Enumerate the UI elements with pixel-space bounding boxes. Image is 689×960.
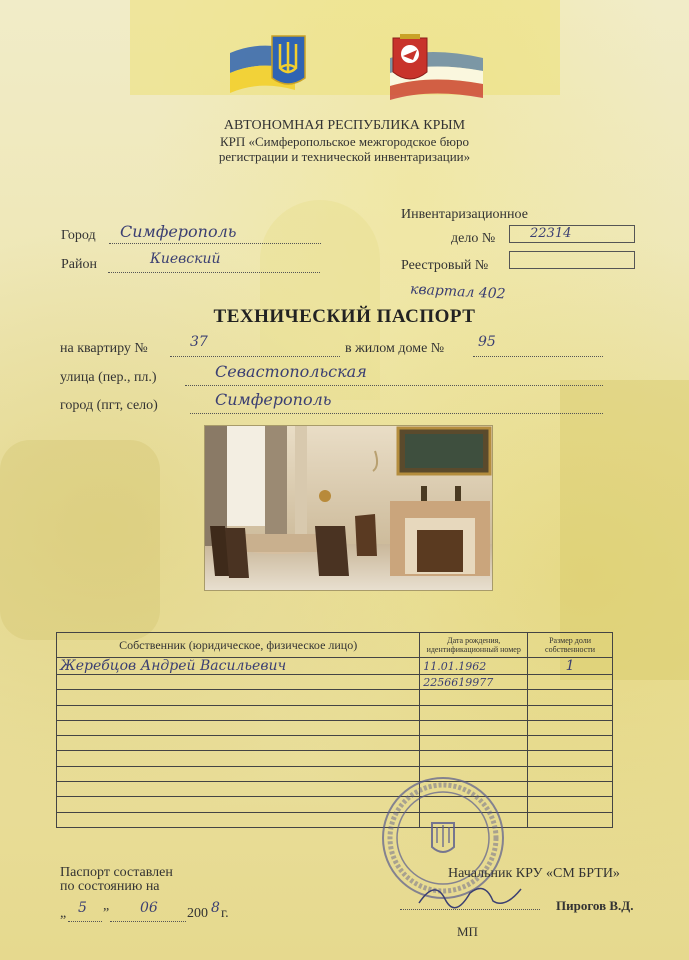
district-dotline [108, 272, 320, 273]
chief-name: Пирогов В.Д. [556, 898, 634, 913]
inventory-number-value: 22314 [530, 226, 572, 241]
signature-icon [415, 875, 525, 911]
date-day-dotline [68, 921, 102, 922]
date-year-suffix: 8 [211, 900, 220, 916]
city-dotline [109, 243, 321, 244]
inventory-label: Инвентаризационное [401, 207, 528, 222]
inventory-number-box [509, 225, 635, 243]
table-row [57, 658, 613, 675]
table-row [57, 675, 613, 690]
town-value: Симферополь [215, 390, 332, 409]
dining-room-illustration [205, 426, 492, 590]
header-organization-2: регистрации и технической инвентаризации» [218, 149, 471, 164]
owner-birthdate: 11.01.1962 [420, 658, 528, 675]
passport-state-label: по состоянию на [60, 879, 160, 894]
table-row [57, 705, 613, 720]
date-year-prefix: 200 [187, 906, 208, 921]
header-owner: Собственник (юридическое, физическое лицо) [57, 633, 420, 658]
date-month: 06 [140, 900, 158, 916]
district-value: Киевский [150, 251, 221, 267]
city-label: Город [61, 228, 96, 243]
date-year-end: г. [221, 906, 229, 921]
table-row [57, 751, 613, 766]
owner-id-number: 2256619977 [420, 675, 528, 690]
owner-name: Жеребцов Андрей Васильевич [57, 658, 420, 675]
street-value: Севастопольская [215, 362, 367, 381]
header-birthdate-id: Дата рождения, идентификационный номер [420, 633, 528, 658]
house-value: 95 [478, 334, 496, 350]
seal-place-label: МП [457, 924, 478, 939]
interior-photo [204, 425, 493, 591]
table-row [57, 782, 613, 797]
crimea-coat-of-arms-icon [393, 34, 427, 79]
district-label: Район [61, 257, 97, 272]
owners-table [56, 632, 613, 828]
apartment-dotline [170, 356, 340, 357]
inventory-number-label: дело № [451, 231, 496, 246]
header-region: АВТОНОМНАЯ РЕСПУБЛИКА КРЫМ [223, 118, 466, 133]
apartment-value: 37 [190, 334, 208, 350]
date-close-quote: ” [103, 906, 110, 921]
table-row [57, 812, 613, 827]
table-row [57, 690, 613, 705]
registry-note: квартал 402 [409, 281, 506, 303]
town-dotline [190, 413, 603, 414]
house-dotline [473, 356, 603, 357]
background-chair-shape [0, 440, 160, 640]
table-row [57, 720, 613, 735]
registry-label: Реестровый № [401, 258, 489, 273]
apartment-label: на квартиру № [60, 341, 148, 356]
owner-share: 1 [528, 658, 613, 675]
passport-made-label: Паспорт составлен [60, 865, 173, 880]
header-organization: КРП «Симферопольское межгородское бюро [219, 134, 470, 149]
house-label: в жилом доме № [345, 341, 445, 356]
document-title: ТЕХНИЧЕСКИЙ ПАСПОРТ [213, 306, 476, 327]
date-open-quote: „ [60, 906, 67, 921]
table-row [57, 736, 613, 751]
date-month-dotline [110, 921, 186, 922]
header-share: Размер доли собственности [528, 633, 613, 658]
emblems [215, 28, 485, 108]
registry-number-box [509, 251, 635, 269]
table-row [57, 766, 613, 781]
table-row [57, 797, 613, 812]
street-label: улица (пер., пл.) [60, 370, 157, 385]
city-value: Симферополь [120, 222, 237, 241]
town-label: город (пгт, село) [60, 398, 158, 413]
owners-table-header [57, 633, 613, 658]
trident-icon [272, 36, 305, 84]
street-dotline [185, 385, 603, 386]
chief-title: Начальник КРУ «СМ БРТИ» [448, 866, 620, 881]
date-day: 5 [78, 900, 87, 916]
